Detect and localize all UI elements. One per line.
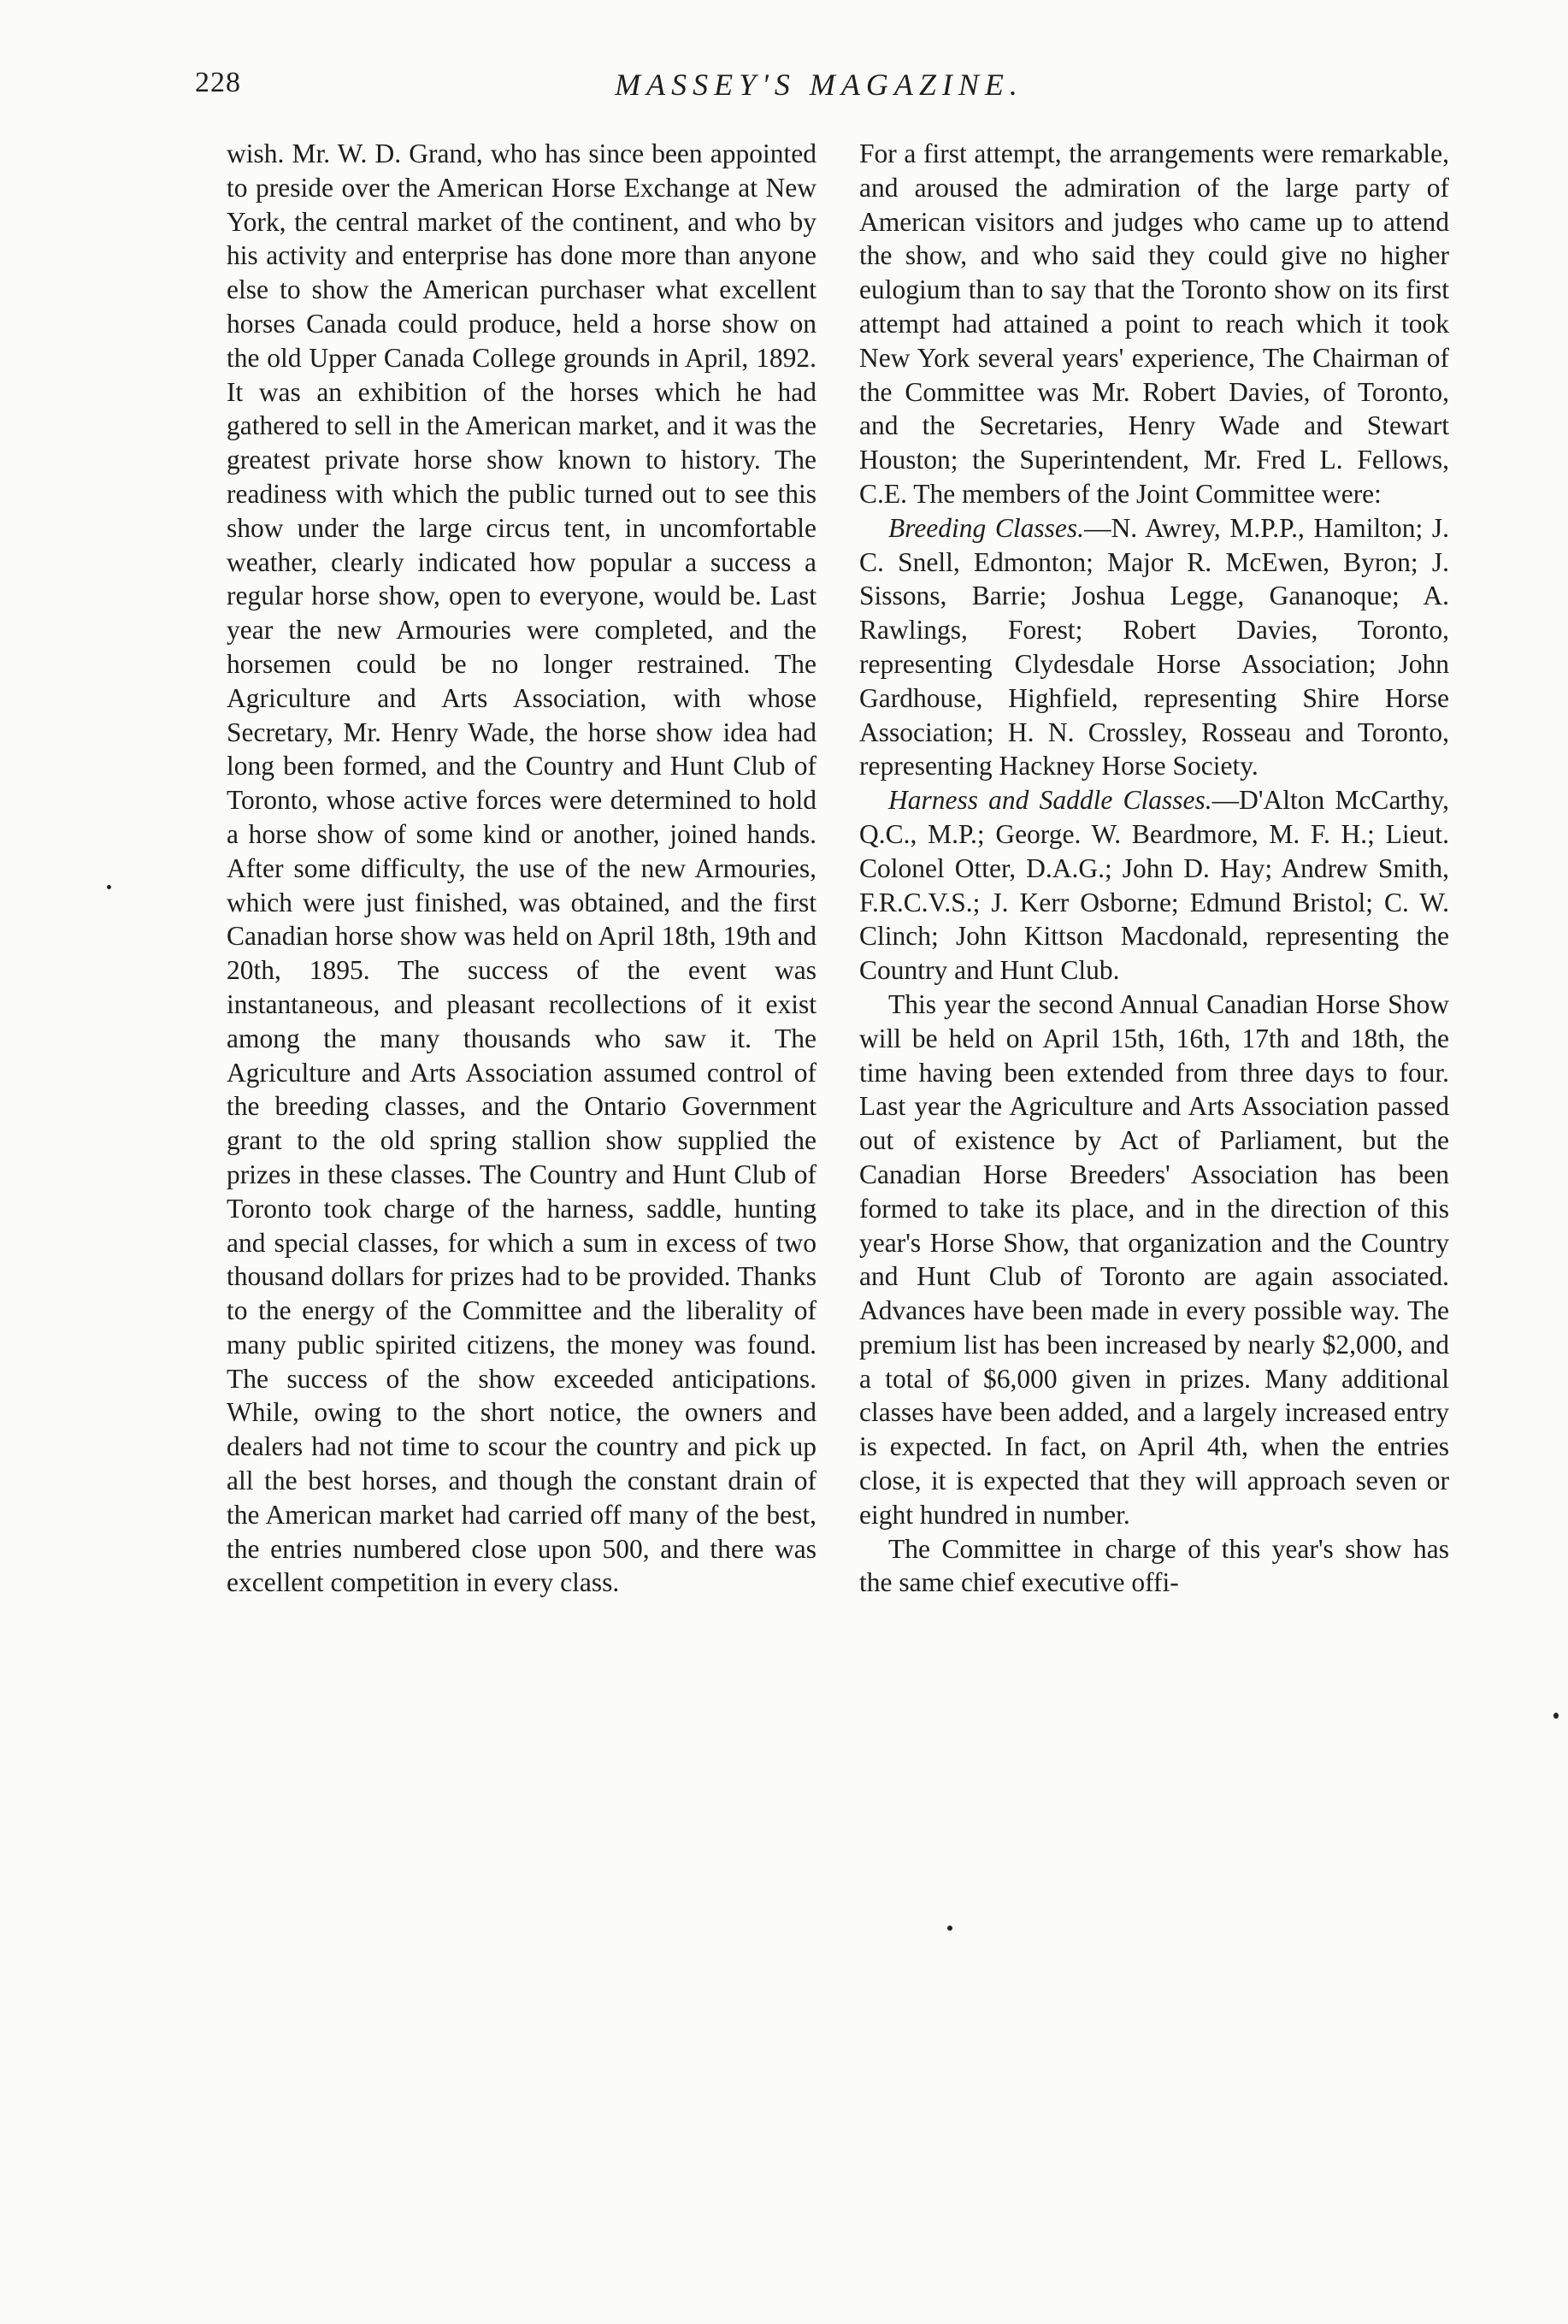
second-show-paragraph: This year the second Annual Canadian Horse Show will be held on April 15th, 16th, 17th and 18th, the time having been extended from three days to four. Last year the Agriculture and Arts Association passed out of existence by Act of Parliament, but the Canadian Horse Breeders' Association has been formed to take its place, and in the direction of this year's Horse Show, that organization and the Country and Hunt Club of Toronto are again associated. Advances have been made in every possible way. The premium list has been increased by nearly $2,000, and a total of $6,000 given in prizes. Many additional classes have been added, and a largely increased entry is expected. In fact, on April 4th, when the entries close, it is expected that they will approach seven or eight hundred in number. xyxy=(859,988,1449,1530)
print-speck xyxy=(1553,1713,1559,1719)
print-speck xyxy=(107,885,111,889)
harness-saddle-paragraph xyxy=(859,783,1449,988)
right-paragraph-1: For a first attempt, the arrangements were remarkable, and aroused the admiration of the large party of American visitors and judges who came up to attend the show, and who said they could give no higher eulogium than to say that the Toronto show on its first attempt had attained a point to reach which it took New York several years' experience, The Chairman of the Committee was Mr. Robert Davies, of Toronto, and the Secretaries, Henry Wade and Stewart Houston; the Superintendent, Mr. Fred L. Fellows, C.E. The members of the Joint Committee were: xyxy=(859,139,1449,509)
running-title: MASSEY'S MAGAZINE. xyxy=(615,68,1023,102)
page-number: 228 xyxy=(195,67,241,98)
breeding-classes-heading: Breeding Classes. xyxy=(888,512,1085,543)
left-paragraph-1: wish. Mr. W. D. Grand, who has since been appointed to preside over the American Horse Exchange at New York, the central market of the continent, and who by his activity and enterprise has done more than anyone else to show the American purchaser what excellent horses Canada could produce, held a horse show on the old Upper Canada College grounds in April, 1892. It was an exhibition of the horses which he had gathered to sell in the American market, and it was the greatest private horse show known to history. The readiness with which the public turned out to see this show under the large circus tent, in uncomfortable weather, clearly indicated how popular a success a regular horse show, open to everyone, would be. Last year the new Armouries were completed, and the horsemen could be no longer restrained. The Agriculture and Arts Association, with whose Secretary, Mr. Henry Wade, the horse show idea had long been formed, and the Country and Hunt Club of Toronto, whose active forces were determined to hold a horse show of some kind or another, joined hands. After some difficulty, the use of the new Armouries, which were just finished, was obtained, and the first Canadian horse show was held on April 18th, 19th and 20th, 1895. The success of the event was instantaneous, and pleasant recollections of it exist among the many thousands who saw it. The Agriculture and Arts Association assumed control of the breeding classes, and the Ontario Government grant to the old spring stallion show supplied the prizes in these classes. The Country and Hunt Club of Toronto took charge of the harness, saddle, hunting and special classes, for which a sum in excess of two thousand dollars for prizes had to be provided. Thanks to the energy of the Committee and the liberality of many public spirited citizens, the money was found. The success of the show exceeded anticipations. While, owing to the short notice, the owners and dealers had not time to scour the country and pick up all the best horses, and though the constant drain of the American market had carried off many of the best, the entries numbered close upon 500, and there was excellent competition in every class. xyxy=(227,139,816,1598)
right-column xyxy=(859,137,1449,1600)
harness-saddle-members: —D'Alton McCarthy, Q.C., M.P.; George. W. Beardmore, M. F. H.; Lieut. Colonel Otter, D.A.G.; John D. Hay; Andrew Smith, F.R.C.V.S.; J. Kerr Osborne; Edmund Bristol; C. W. Clinch; John Kittson Macdonald, representing the Country and Hunt Club. xyxy=(859,785,1449,986)
left-column xyxy=(227,137,816,1600)
committee-paragraph: The Committee in charge of this year's show has the same chief executive offi- xyxy=(859,1533,1449,1598)
page-header xyxy=(195,67,1443,118)
breeding-classes-members: —N. Awrey, M.P.P., Hamilton; J. C. Snell, Edmonton; Major R. McEwen, Byron; J. Sissons, Barrie; Joshua Legge, Gananoque; A. Rawlings, Forest; Robert Davies, Toronto, representing Clydesdale Horse Association; John Gardhouse, Highfield, representing Shire Horse Association; H. N. Crossley, Rosseau and Toronto, representing Hackney Horse Society. xyxy=(859,512,1449,782)
harness-saddle-heading: Harness and Saddle Classes. xyxy=(888,785,1212,816)
print-speck xyxy=(947,1926,952,1931)
breeding-classes-paragraph xyxy=(859,511,1449,783)
